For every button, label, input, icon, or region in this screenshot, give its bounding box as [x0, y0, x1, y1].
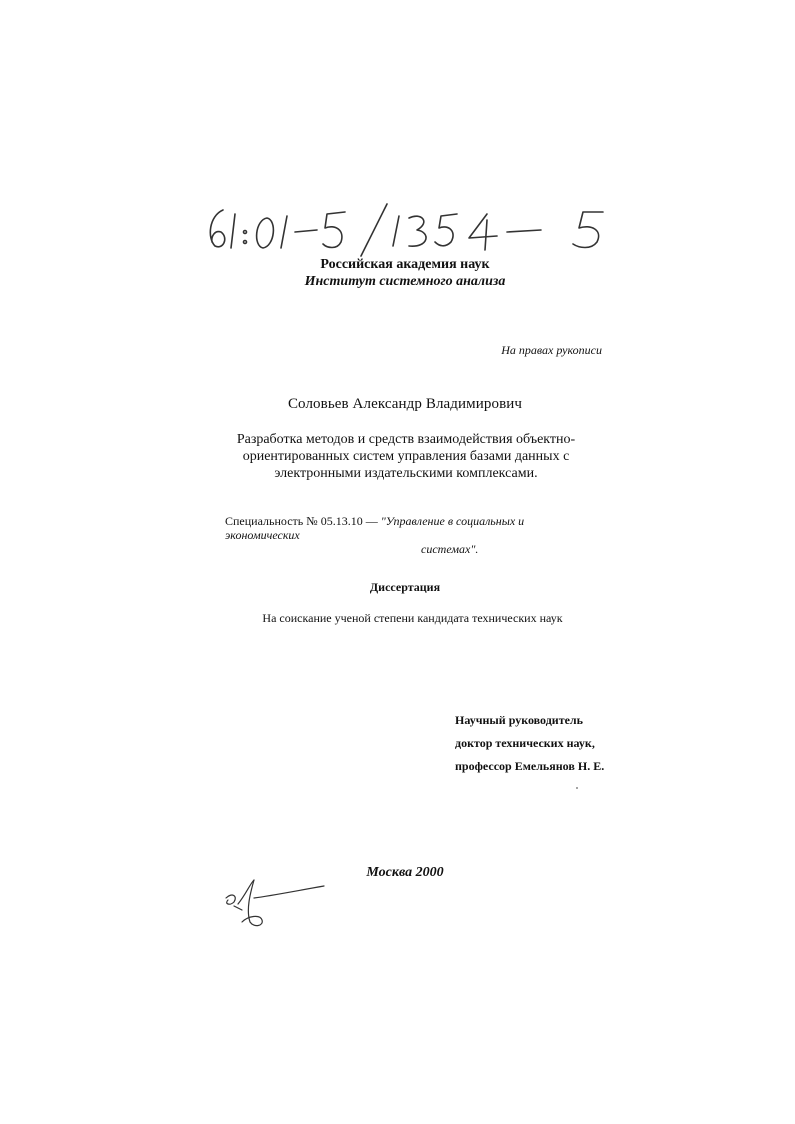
specialty-line: [225, 514, 595, 556]
specialty-name: "Управление в социальных и экономических: [225, 514, 525, 542]
specialty-name-continued: системах".: [421, 542, 479, 556]
supervisor-role: Научный руководитель: [455, 713, 583, 727]
supervisor-degree: доктор технических наук,: [455, 736, 595, 750]
organization-block: [250, 256, 560, 290]
academy-name: Российская академия наук: [320, 257, 490, 272]
supervisor-name: профессор Емельянов Н. Е.: [455, 759, 605, 773]
specialty-prefix: Специальность № 05.13.10 —: [225, 514, 378, 528]
city-year: Москва 2000: [366, 865, 444, 880]
title-line: электронными издательскими комплексами.: [274, 466, 538, 481]
institute-name: Институт системного анализа: [304, 274, 506, 289]
signature-icon: [220, 876, 330, 931]
signature: [220, 876, 330, 931]
supervisor-block: [455, 709, 655, 778]
dissertation-title: [228, 431, 584, 482]
scan-speck: [576, 787, 578, 789]
degree-statement: На соискание ученой степени кандидата технических наук: [262, 611, 563, 625]
archive-number-handwritten: [195, 198, 625, 258]
document-type: Диссертация: [369, 580, 441, 594]
author-name: Соловьев Александр Владимирович: [287, 396, 523, 412]
title-line: ориентированных систем управления базами данных с: [242, 449, 570, 464]
handwriting-icon: [195, 198, 625, 258]
rights-note: На правах рукописи: [501, 343, 602, 357]
title-line: Разработка методов и средств взаимодействия объектно-: [236, 432, 576, 447]
